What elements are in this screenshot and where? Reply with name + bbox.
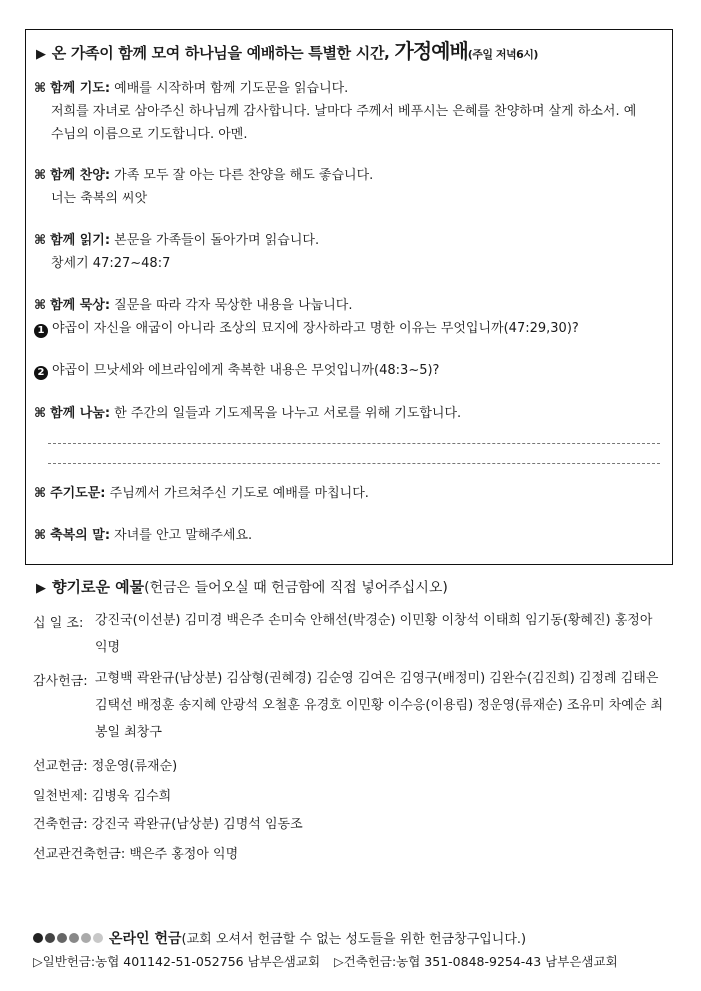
meditation-question-1: [34, 317, 579, 338]
item-text: 주님께서 가르쳐주신 기도로 예배를 마칩니다.: [109, 486, 369, 501]
item-label: 축복의 말:: [50, 528, 111, 543]
number-circle-icon: 1: [34, 324, 48, 338]
offering-accounts: [33, 952, 618, 970]
worship-item-blessing: [34, 524, 252, 543]
worship-item-hymn: [34, 164, 373, 183]
item-label: 주기도문:: [50, 486, 106, 501]
family-worship-time: (주일 저녁6시): [467, 48, 538, 61]
prayer-text-line2: 수님의 이름으로 기도합니다. 아멘.: [51, 127, 248, 142]
family-worship-box: [25, 29, 673, 565]
command-symbol-icon: ⌘: [34, 486, 47, 501]
item-label: 함께 묵상:: [50, 298, 111, 313]
item-text: 가족 모두 잘 아는 다른 찬양을 해도 좋습니다.: [114, 168, 374, 183]
item-text: 질문을 따라 각자 묵상한 내용을 나눕니다.: [114, 298, 353, 313]
command-symbol-icon: ⌘: [34, 233, 47, 248]
worship-item-lords-prayer: [34, 482, 369, 501]
item-text: 예배를 시작하며 함께 기도문을 읽습니다.: [114, 81, 349, 96]
question-text: 야곱이 므낫세와 에브라임에게 축복한 내용은 무엇입니까(48:3~5)?: [52, 363, 440, 378]
online-offering-label: 온라인 헌금: [109, 931, 182, 947]
dot-icon: [81, 933, 91, 943]
dot-icon: [45, 933, 55, 943]
mission-offering: 선교헌금: 정운영(류재순): [33, 759, 178, 774]
offering-title-label: 향기로운 예물: [52, 578, 145, 596]
worship-item-meditation: [34, 294, 352, 313]
offering-title-note: (헌금은 들어오실 때 헌금함에 직접 넣어주십시오): [144, 580, 448, 596]
tithe-names: 강진국(이선분) 김미경 백은주 손미숙 안해선(박경순) 이민황 이창석 이태희 임기동(황혜진) 홍정아 익명: [95, 613, 653, 655]
tithe-label: 십 일 조:: [33, 616, 84, 631]
number-circle-icon: 2: [34, 366, 48, 380]
triangle-arrow-icon: ▶: [36, 581, 46, 596]
command-symbol-icon: ⌘: [34, 406, 47, 421]
command-symbol-icon: ⌘: [34, 528, 47, 543]
dot-icon: [33, 933, 43, 943]
thanks-offering-label: 감사헌금:: [33, 674, 88, 689]
ilcheon-offering: 일천번제: 김병욱 김수희: [33, 789, 172, 804]
meditation-question-2: [34, 359, 439, 380]
online-offering-title: [33, 928, 526, 948]
hymn-title: 너는 축복의 씨앗: [51, 191, 148, 206]
item-text: 한 주간의 일들과 기도제목을 나누고 서로를 위해 기도합니다.: [114, 406, 462, 421]
worship-item-prayer: [34, 77, 348, 96]
worship-item-sharing: [34, 402, 461, 421]
item-label: 함께 읽기:: [50, 233, 111, 248]
triangle-arrow-icon: ▶: [36, 47, 46, 62]
family-worship-title-main: 온 가족이 함께 모여 하나님을 예배하는 특별한 시간,: [51, 44, 390, 62]
item-text: 본문을 가족들이 돌아가며 읽습니다.: [114, 233, 320, 248]
family-worship-title: [36, 35, 538, 64]
command-symbol-icon: ⌘: [34, 81, 47, 96]
dot-icon: [69, 933, 79, 943]
thanks-offering-names: 고형백 곽완규(남상분) 김삼형(권혜경) 김순영 김여은 김영구(배정미) 김완수(김진희) 김정례 김태은 김택선 배정훈 송지혜 안광석 오철훈 유경호 이민황 이수응(이용림) 정운영(류재순) 조유미 차예순 최봉일 최창구: [95, 671, 664, 740]
online-offering-note: (교회 오셔서 헌금할 수 없는 성도들을 위한 헌금창구입니다.): [181, 932, 527, 947]
building-offering-account: ▷건축헌금:농협 351-0848-9254-43 남부은샘교회: [334, 954, 618, 969]
worship-item-reading: [34, 229, 319, 248]
dot-icon: [57, 933, 67, 943]
sharing-write-line: [48, 463, 660, 464]
mission-building-offering: 선교관건축헌금: 백은주 홍정아 익명: [33, 847, 239, 862]
sharing-write-line: [48, 443, 660, 444]
general-offering-account: ▷일반헌금:농협 401142-51-052756 남부은샘교회: [33, 954, 321, 969]
building-offering: 건축헌금: 강진국 곽완규(남상분) 김명석 임동조: [33, 817, 303, 832]
item-text: 자녀를 안고 말해주세요.: [114, 528, 253, 543]
family-worship-title-big: 가정예배: [394, 39, 468, 63]
offering-title: [36, 576, 448, 597]
item-label: 함께 나눔:: [50, 406, 111, 421]
scripture-reference: 창세기 47:27~48:7: [51, 256, 171, 271]
dot-icon: [93, 933, 103, 943]
prayer-text-line1: 저희를 자녀로 삼아주신 하나님께 감사합니다. 날마다 주께서 베푸시는 은혜를 찬양하며 살게 하소서. 예: [51, 104, 637, 119]
item-label: 함께 찬양:: [50, 168, 111, 183]
command-symbol-icon: ⌘: [34, 298, 47, 313]
command-symbol-icon: ⌘: [34, 168, 47, 183]
item-label: 함께 기도:: [50, 81, 111, 96]
question-text: 야곱이 자신을 애굽이 아니라 조상의 묘지에 장사하라고 명한 이유는 무엇입니까(47:29,30)?: [52, 321, 579, 336]
